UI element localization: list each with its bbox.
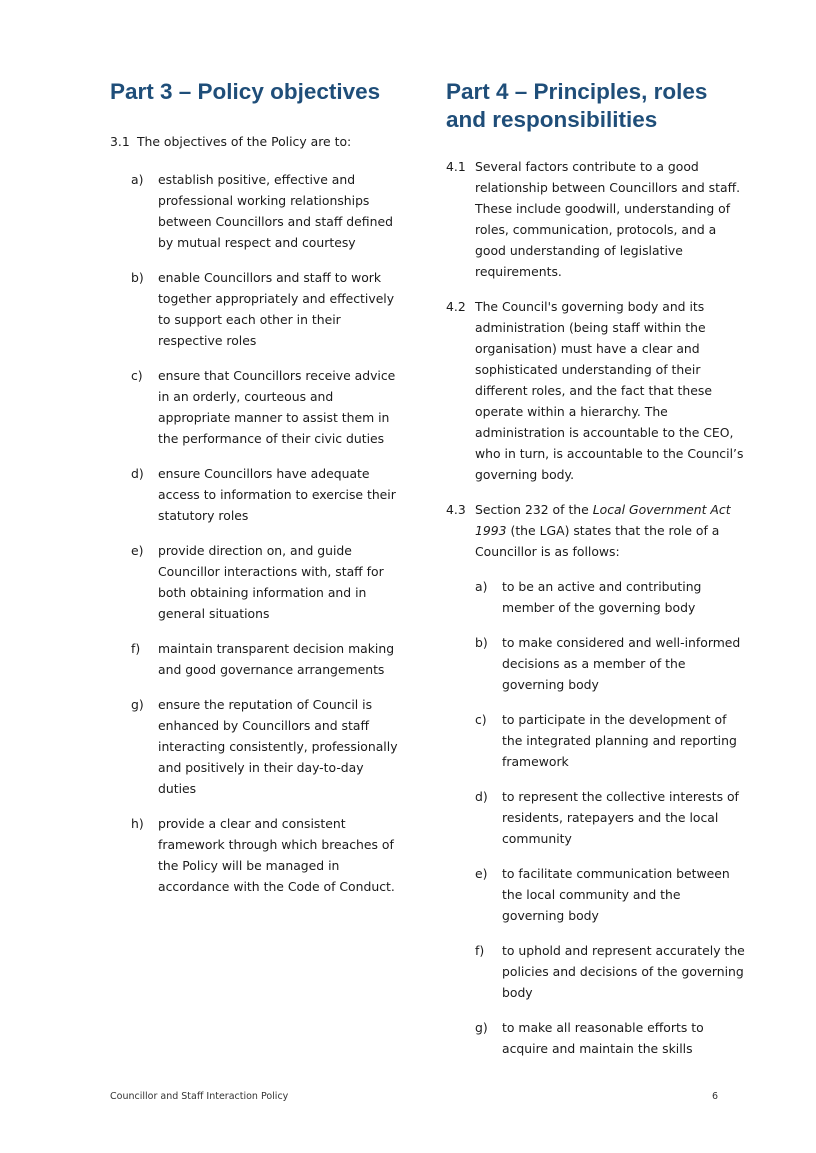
item-letter: b) [131,270,144,285]
item-text: to make all reasonable efforts to acquire and maintain the skills [502,1020,704,1056]
list-item [131,813,400,897]
clause-text: The objectives of the Policy are to: [136,134,352,149]
item-letter: f) [131,641,141,656]
objectives-list [131,169,400,897]
item-letter: c) [475,712,487,727]
footer-document-title: Councillor and Staff Interaction Policy [110,1091,289,1102]
list-item [131,463,400,526]
list-item [131,267,400,351]
list-item [475,709,746,772]
clause-text-start: Section 232 of the [475,502,593,517]
clause-text: Several factors contribute to a good relationship between Councillors and staff. These include goodwill, understanding of roles, communication, protocols, and a good understanding of legislative requirements. [475,159,741,279]
list-item [131,540,400,624]
clause-number: 4.3 [446,502,466,517]
item-text: provide direction on, and guide Councillor interactions with, staff for both obtaining information and in general situations [158,543,384,621]
item-letter: e) [475,866,488,881]
part-4-heading: Part 4 – Principles, roles and responsibilities [446,79,708,132]
item-letter: g) [475,1020,488,1035]
clause-4-3 [446,499,746,562]
clause-text [475,499,746,562]
clause-4-1 [446,156,746,282]
item-letter: c) [131,368,143,383]
list-item [131,365,400,449]
item-text: to participate in the development of the integrated planning and reporting framework [502,712,737,769]
clause-number: 3.1 [110,134,130,149]
clause-number: 4.2 [446,299,466,314]
item-text: to uphold and represent accurately the policies and decisions of the governing body [502,943,745,1000]
clause-text-end: (the LGA) states that the role of a Councillor is as follows: [475,523,720,559]
list-item [475,576,746,618]
item-text: establish positive, effective and professional working relationships between Councillors and staff defined by mutual respect and courtesy [158,172,393,250]
item-letter: d) [131,466,144,481]
item-letter: g) [131,697,144,712]
list-item [131,169,400,253]
item-text: to make considered and well-informed decisions as a member of the governing body [502,635,741,692]
item-letter: d) [475,789,488,804]
item-letter: b) [475,635,488,650]
item-letter: a) [131,172,144,187]
item-text: to represent the collective interests of residents, ratepayers and the local community [502,789,739,846]
act-title: Local Government Act 1993 [475,502,731,538]
list-item [475,863,746,926]
list-item [131,694,400,799]
clause-3-1 [110,131,400,152]
list-item [131,638,400,680]
item-text: to facilitate communication between the local community and the governing body [502,866,730,923]
list-item [475,632,746,695]
item-text: ensure that Councillors receive advice in an orderly, courteous and appropriate manner to assist them in the performance of their civic duties [158,368,396,446]
item-letter: f) [475,943,485,958]
clause-text: The Council's governing body and its administration (being staff within the organisation) must have a clear and sophisticated understanding of their different roles, and the fact that these operate within a hierarchy. The administration is accountable to the CEO, who in turn, is accountable to the Council’s governing body. [475,299,744,482]
page-number: 6 [711,1091,718,1102]
item-text: to be an active and contributing member of the governing body [502,579,702,615]
list-item [475,1017,746,1059]
part-3-heading: Part 3 – Policy objectives [110,79,381,104]
item-text: maintain transparent decision making and good governance arrangements [158,641,395,677]
right-column [446,78,746,1073]
item-letter: a) [475,579,488,594]
councillor-role-list [475,576,746,1059]
item-letter: h) [131,816,144,831]
page-footer [110,1091,718,1102]
list-item [475,940,746,1003]
item-text: ensure the reputation of Council is enhanced by Councillors and staff interacting consistently, professionally and positively in their day-to-day duties [158,697,398,796]
clause-number: 4.1 [446,159,466,174]
item-text: enable Councillors and staff to work together appropriately and effectively to support each other in their respective roles [158,270,395,348]
item-text: ensure Councillors have adequate access to information to exercise their statutory roles [158,466,396,523]
item-text: provide a clear and consistent framework through which breaches of the Policy will be managed in accordance with the Code of Conduct. [158,816,395,894]
clause-4-2 [446,296,746,485]
item-letter: e) [131,543,144,558]
list-item [475,786,746,849]
left-column [110,78,400,911]
